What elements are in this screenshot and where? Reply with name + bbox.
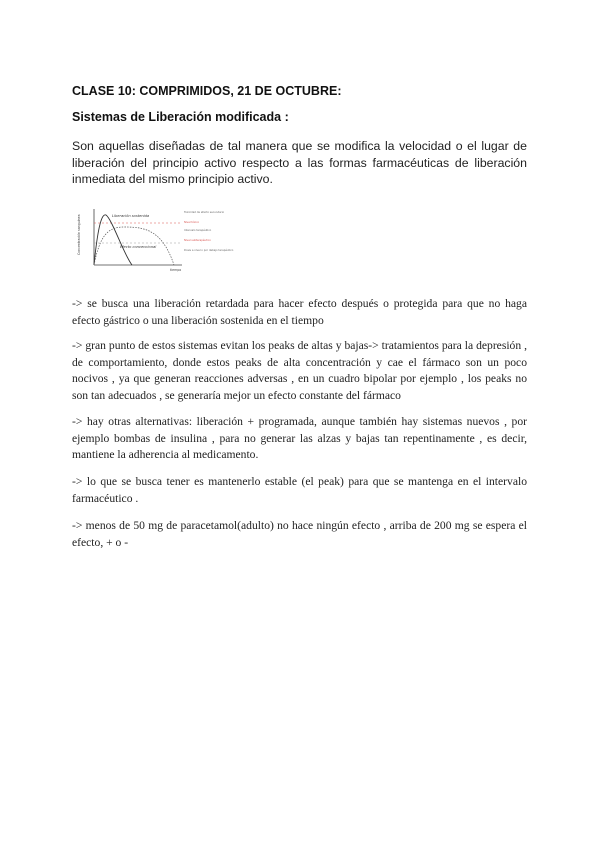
legend-item-3: Nivel subterapéutico [184,239,211,242]
x-axis-label: tiempo [170,268,182,272]
release-profile-figure [74,205,234,277]
bullet-paragraph-2: -> gran punto de estos sistemas evitan los peaks de altas y bajas-> tratamientos para la depresión , de comportamiento, donde estos peaks de alta concentración y cae el fármaco son un poco nocivos , ya que generan reacciones adversas , en un cuadro bipolar por ejemplo , los peaks no son tan adecuados , se generaría mejor un efecto constante del fármaco [72,339,527,402]
bullet-paragraph-4: -> lo que se busca tener es mantenerlo estable (el peak) para que se mantenga en el intervalo farmacéutico . [72,475,527,505]
bullet-paragraph-1: -> se busca una liberación retardada para hacer efecto después o protegida para que no haga efecto gástrico o una liberación sostenida en el tiempo [72,297,527,327]
curve-label-sustained: Liberación sostenida [112,214,150,218]
bullet-paragraph-5: -> menos de 50 mg de paracetamol(adulto) no hace ningún efecto , arriba de 200 mg se espera el efecto, + o - [72,519,527,549]
section-heading: Sistemas de Liberación modificada : [72,110,289,124]
curve-label-immediate: Efecto convencional [120,245,157,249]
intro-paragraph: Son aquellas diseñadas de tal manera que se modifica la velocidad o el lugar de liberación del principio activo respecto a las formas farmacéuticas de liberación inmediata del mismo principio activo. [72,139,527,186]
document-title: CLASE 10: COMPRIMIDOS, 21 DE OCTUBRE: [72,84,342,98]
y-axis-label: Concentración sanguínea [77,214,81,255]
legend-item-4: Dosis a nivel o por debajo terapéutico [184,249,234,252]
immediate-release-curve [94,215,132,265]
legend-item-1: Nivel tóxico [184,221,200,224]
bullet-paragraph-3: -> hay otras alternativas: liberación + programada, aunque también hay sistemas nuevos , por ejemplo bombas de insulina , para no generar las alzas y bajas tan repentinamente , es decir, mantiene la adherencia al medicamento. [72,415,527,461]
legend-item-2: Intervalo terapéutico [184,229,212,232]
legend-item-0: Toxicidad de efecto secundario [184,211,225,214]
